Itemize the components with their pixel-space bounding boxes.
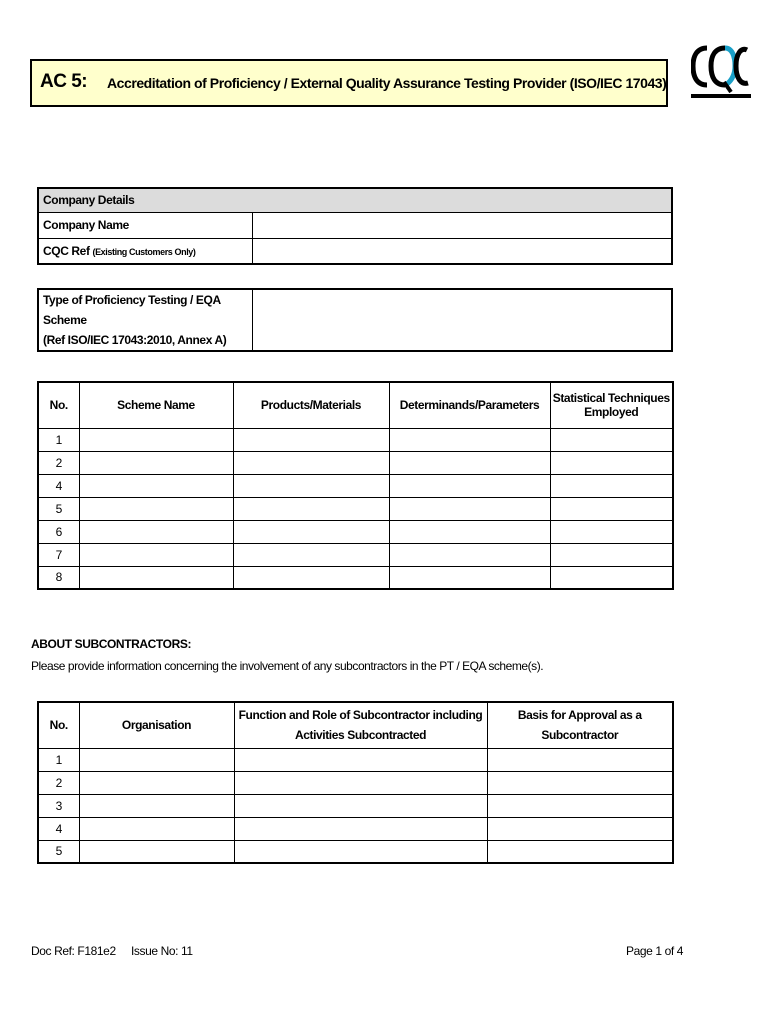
schemes-table [37,381,674,590]
cqc-ref-row [38,238,672,264]
function-cell[interactable] [234,840,487,863]
basis-cell[interactable] [487,748,673,771]
company-details-header-row [38,188,672,212]
row-number: 4 [38,817,79,840]
products-cell[interactable] [233,520,389,543]
form-title: Accreditation of Proficiency / External Quality Assurance Testing Provider (ISO/IEC 17043) [107,75,667,91]
scheme-type-label [38,289,252,351]
company-name-field[interactable] [252,212,672,238]
scheme-name-cell[interactable] [79,543,233,566]
subcontractors-table [37,701,674,864]
schemes-header-row [38,382,673,428]
table-row [38,817,673,840]
form-code: AC 5: [40,71,88,92]
col-header-function-role: Function and Role of Subcontractor including Activities Subcontracted [234,702,487,748]
determinands-cell[interactable] [389,451,550,474]
cqc-ref-label: CQC Ref [43,243,90,258]
col-header-no: No. [38,702,79,748]
products-cell[interactable] [233,543,389,566]
col-header-statistical-techniques: Statistical Techniques Employed [550,382,673,428]
organisation-cell[interactable] [79,794,234,817]
footer-issue: Issue No: 11 [131,944,193,958]
products-cell[interactable] [233,566,389,589]
table-row [38,840,673,863]
table-row [38,771,673,794]
scheme-type-table [37,288,673,352]
table-row [38,474,673,497]
statistics-cell[interactable] [550,451,673,474]
company-details-table [37,187,673,265]
scheme-name-cell[interactable] [79,497,233,520]
scheme-type-label-line1: Type of Proficiency Testing / EQA Scheme [43,293,221,327]
scheme-name-cell[interactable] [79,428,233,451]
col-header-scheme-name: Scheme Name [79,382,233,428]
statistics-cell[interactable] [550,428,673,451]
company-name-row [38,212,672,238]
determinands-cell[interactable] [389,428,550,451]
organisation-cell[interactable] [79,771,234,794]
basis-cell[interactable] [487,771,673,794]
footer-doc-ref: Doc Ref: F181e2 [31,944,116,958]
col-header-basis-approval: Basis for Approval as a Subcontractor [487,702,673,748]
row-number: 3 [38,794,79,817]
products-cell[interactable] [233,451,389,474]
col-header-determinands: Determinands/Parameters [389,382,550,428]
determinands-cell[interactable] [389,566,550,589]
row-number: 6 [38,520,79,543]
statistics-cell[interactable] [550,497,673,520]
table-row [38,748,673,771]
cqc-logo [691,40,751,104]
scheme-type-row [38,289,672,351]
row-number: 5 [38,840,79,863]
statistics-cell[interactable] [550,566,673,589]
table-row [38,428,673,451]
determinands-cell[interactable] [389,520,550,543]
row-number: 2 [38,771,79,794]
organisation-cell[interactable] [79,748,234,771]
statistics-cell[interactable] [550,543,673,566]
subcontractors-heading: ABOUT SUBCONTRACTORS: [31,637,192,651]
cqc-ref-label-cell [38,238,252,264]
determinands-cell[interactable] [389,543,550,566]
determinands-cell[interactable] [389,497,550,520]
determinands-cell[interactable] [389,474,550,497]
row-number: 5 [38,497,79,520]
products-cell[interactable] [233,497,389,520]
function-cell[interactable] [234,748,487,771]
row-number: 7 [38,543,79,566]
col-header-no: No. [38,382,79,428]
organisation-cell[interactable] [79,817,234,840]
scheme-type-label-line2: (Ref ISO/IEC 17043:2010, Annex A) [43,333,227,347]
subcontractors-description: Please provide information concerning the involvement of any subcontractors in the PT / EQA scheme(s). [31,659,544,673]
statistics-cell[interactable] [550,520,673,543]
company-name-label: Company Name [38,212,252,238]
scheme-name-cell[interactable] [79,566,233,589]
function-cell[interactable] [234,817,487,840]
basis-cell[interactable] [487,794,673,817]
basis-cell[interactable] [487,817,673,840]
function-cell[interactable] [234,771,487,794]
row-number: 4 [38,474,79,497]
row-number: 2 [38,451,79,474]
cqc-ref-field[interactable] [252,238,672,264]
scheme-name-cell[interactable] [79,474,233,497]
table-row [38,794,673,817]
company-details-heading: Company Details [38,188,672,212]
row-number: 1 [38,428,79,451]
cqc-logo-mark [691,40,751,98]
table-row [38,520,673,543]
scheme-name-cell[interactable] [79,451,233,474]
col-header-products-materials: Products/Materials [233,382,389,428]
table-row [38,497,673,520]
products-cell[interactable] [233,428,389,451]
products-cell[interactable] [233,474,389,497]
row-number: 1 [38,748,79,771]
table-row [38,566,673,589]
basis-cell[interactable] [487,840,673,863]
footer-page-number: Page 1 of 4 [626,944,683,958]
table-row [38,543,673,566]
row-number: 8 [38,566,79,589]
function-cell[interactable] [234,794,487,817]
subcontractors-header-row [38,702,673,748]
form-title-box [30,59,668,107]
scheme-type-field[interactable] [252,289,672,351]
col-header-organisation: Organisation [79,702,234,748]
statistics-cell[interactable] [550,474,673,497]
scheme-name-cell[interactable] [79,520,233,543]
table-row [38,451,673,474]
cqc-ref-note: (Existing Customers Only) [92,246,196,257]
organisation-cell[interactable] [79,840,234,863]
